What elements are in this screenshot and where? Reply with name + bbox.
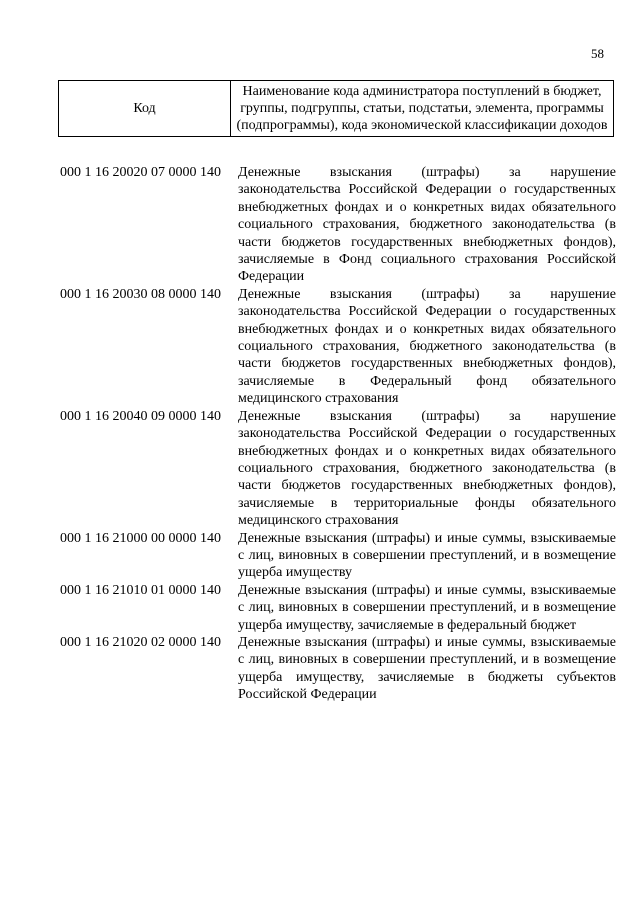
row-description: Денежные взыскания (штрафы) за нарушение законодательства Российской Федерации о государственных внебюджетных фондах и о конкретных видах обязательного социального страхования, бюджетного законодательства (в части бюджетов государственных внебюджетных фондов), зачисляемые в Федеральный фонд обязательного медицинского страхования <box>238 286 616 407</box>
code-column-header: Код <box>59 81 231 137</box>
table-row <box>60 286 616 408</box>
row-code: 000 1 16 20040 09 0000 140 <box>60 408 221 424</box>
row-description: Денежные взыскания (штрафы) за нарушение законодательства Российской Федерации о государственных внебюджетных фондах и о конкретных видах обязательного социального страхования, бюджетного законодательства (в части бюджетов государственных внебюджетных фондов), зачисляемые в территориальные фонды обязательного медицинского страхования <box>238 408 616 529</box>
row-description: Денежные взыскания (штрафы) и иные суммы, взыскиваемые с лиц, виновных в совершении преступлений, и в возмещение ущерба имуществу <box>238 530 616 581</box>
row-code: 000 1 16 21010 01 0000 140 <box>60 582 221 598</box>
table-row <box>60 164 616 286</box>
table-row <box>60 634 616 704</box>
name-column-header: Наименование кода администратора поступлений в бюджет, группы, подгруппы, статьи, подстатьи, элемента, программы (подпрограммы), кода экономической классификации доходов <box>231 81 614 137</box>
row-description: Денежные взыскания (штрафы) и иные суммы, взыскиваемые с лиц, виновных в совершении преступлений, и в возмещение ущерба имуществу, зачисляемые в федеральный бюджет <box>238 582 616 633</box>
table-row <box>60 530 616 582</box>
row-description: Денежные взыскания (штрафы) за нарушение законодательства Российской Федерации о государственных внебюджетных фондах и о конкретных видах обязательного социального страхования, бюджетного законодательства (в части бюджетов государственных внебюджетных фондов), зачисляемые в Фонд социального страхования Российской Федерации <box>238 165 616 285</box>
table-row <box>60 582 616 634</box>
row-code: 000 1 16 21020 02 0000 140 <box>60 634 221 650</box>
page-number: 58 <box>591 46 604 61</box>
row-code: 000 1 16 20020 07 0000 140 <box>60 165 221 180</box>
classification-list <box>60 164 616 704</box>
row-code: 000 1 16 20030 08 0000 140 <box>60 286 221 302</box>
table-row <box>60 408 616 530</box>
table-header <box>58 80 614 137</box>
row-description: Денежные взыскания (штрафы) и иные суммы, взыскиваемые с лиц, виновных в совершении преступлений, и в возмещение ущерба имуществу, зачисляемые в бюджеты субъектов Российской Федерации <box>238 634 616 703</box>
row-code: 000 1 16 21000 00 0000 140 <box>60 530 221 546</box>
